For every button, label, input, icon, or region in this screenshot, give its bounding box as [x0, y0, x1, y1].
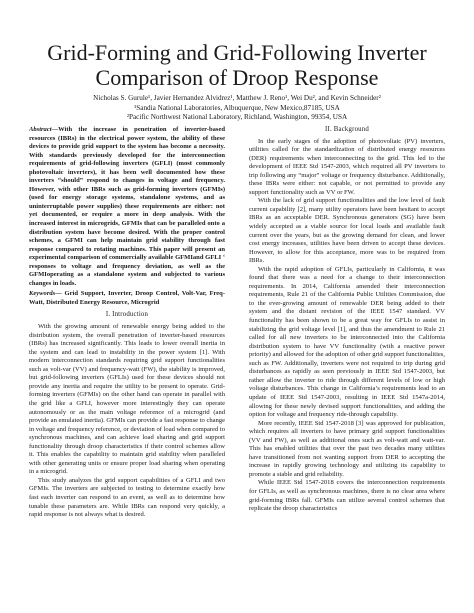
- affiliation-pnnl: ²Pacific Northwest National Laboratory, Richland, Washington, 99354, USA: [126, 113, 348, 121]
- keywords-label: Keywords: [29, 290, 56, 298]
- abstract-text: —With the increase in penetration of inverter-based resources (IBRs) in the electrical power system, the ability of these devices to provide grid support to the system has become a necessity. With standards previously developed for the interconnection requirements of grid-following inverters (GFLI) (most commonly photovoltaic inverters), it has been well documented how these inverters “should” respond to changes in voltage and frequency. However, with other IBRs such as grid-forming inverters (GFMIs) (used for energy storage systems, standalone systems, and as uninterruptable power supplies) these requirements are either: not yet documented, or require a more in deep analysis. With the increased interest in microgrids, GFMIs that can be paralleled onto a distribution system have become desired. With the proper control schemes, a GFMI can help maintain grid stability through fast response compared to rotating machines. This paper will present an experimental comparison of commercially available GFMIand GFLI ‘ responses to voltage and frequency deviation, as well as the GFMIoperating as a standalone system and subjected to various changes in loads.: [29, 126, 225, 287]
- title-line-2: Comparison of Droop Response: [95, 65, 379, 90]
- right-column: [249, 126, 445, 608]
- keywords-text: — Grid Support, Inverter, Droop Control, Volt-Var, Freq-Watt, Distributed Energy Resource, Microgrid: [29, 290, 225, 306]
- background-paragraph-4: More recently, IEEE Std 1547-2018 [3] was approved for publication, which requires all inverters to have primary grid support functionalities (VV and FW), as well as additional ones such as volt-watt and watt-var. This has enabled utilities that over the past two decades many utilities have transitioned from not wanting support from DER to accepting the increase in rapidly growing technology and utilizing its capability to promote a stable and grid reliability.: [249, 419, 445, 478]
- background-paragraph-1: In the early stages of the adoption of photovoltaic (PV) inverters, utilities called for the standardization of distributed energy resources (DER) requirements when interconnecting to the grid. This led to the development of IEEE Std 1547-2003, which required all PV inverters to trip following any “major” voltage or frequency disturbance. Additionally, these IBRs were either: not capable, or not permitted to provide any support functionality such as VV or FW.: [249, 137, 445, 196]
- background-paragraph-3: With the rapid adoption of GFLIs, particularly in California, it was found that there was a need for a change to their interconnection requirements. In 2014, California amended their interconnection requirements, Rule 21 of the California Public Utilities Commission, due to the ever-growing amount of renewable DER being added to their system and the distant revision of the IEEE 1547 standard. VV functionality has been shown to be a great way for GFLIs to assist in stabilizing the grid voltage level [1], and thus the amendment to Rule 21 called for all new inverters to be interconnected into the California distribution system to have VV functionality (with a reactive power priority) and allowed for the adoption of other grid support functionalities, such as FW. Additionally, inverters were not required to trip during grid disturbances as rapidly as seen previously in IEEE Std 1547-2003, but rather allow the inverter to ride through different levels of low or high voltage disturbances. This change in California’s requirements lead to an update of IEEE Std 1547-2003, resulting in IEEE Std 1547a-2014, allowing for these newly devised support functionalities, and adding the option for voltage and frequency ride-through capability.: [249, 265, 445, 419]
- intro-paragraph-1: With the growing amount of renewable energy being added to the distribution system, the overall penetration of inverter-based resources (IBRs) has increased significantly. This leads to lower overall inertia in the system and can lead to instability in the power system [1]. With modern interconnection standards requiring grid support functionalities such as volt-var (VV) and frequency-watt (FW), the stability is improved, but grid-following inverters (GFLIs) used for these devices should not provide any inertia and require the utility to be present to operate. Grid-forming inverters (GFMIs) on the other hand can operate in parallel with the grid like a GFLI, however more interestingly they can operate autonomously or as the main voltage reference of a microgrid (and provide an emulated inertia). GFMIs can provide a fast response to change in voltage and frequency reference, or deviation of load when compared to synchronous machines, and can achieve load sharing and grid support functionality through droop characteristics if their control schemes allow it. This enables the capability to maintain grid stability when paralleled with other generating units or ensure proper load sharing when operating in a microgrid.: [29, 323, 225, 476]
- background-paragraph-5: While IEEE Std 1547-2018 covers the interconnection requirements for GFLIs, as well as synchronous machines, there is no clear area where grid-forming IBRs fall. GFMIs can utilize several control schemes that replicate the droop characteristics: [249, 479, 445, 513]
- paper-title: [20, 40, 454, 90]
- abstract: [29, 126, 225, 288]
- background-paragraph-2: With the lack of grid support functionalities and the low level of fault current capability [2], many utility operators have been hesitant to accept IBRs as an acceptable DER. Synchronous generators (SG) have been widely accepted as a viable source for local loads and available fault current over the years, but as the growing demand for clean, and lower cost energy increases, utilities have been driven to accept these devices. However, to allow for this acceptance, more was to be required from IBRs.: [249, 197, 445, 265]
- abstract-label: Abstract: [29, 126, 52, 133]
- left-column: [29, 126, 225, 608]
- section-heading-background: II. Background: [325, 126, 369, 133]
- affiliation-sandia: ¹Sandia National Laboratories, Albuquerque, New Mexico,87185, USA: [134, 103, 340, 112]
- author-block: [20, 94, 454, 123]
- title-line-1: Grid-Forming and Grid-Following Inverter: [47, 40, 427, 65]
- section-heading-introduction: I. Introduction: [105, 311, 149, 319]
- keywords: [29, 290, 225, 307]
- intro-paragraph-2: This study analyzes the grid support capabilities of a GFLI and two GFMIs. The inverters are subjected to testing to determine exactly how fast each inverter can respond to an event, as well as to determine how tunable these parameters are. While IBRs can respond very quickly, a rapid response is not always what is desired.: [29, 476, 225, 519]
- author-list: Nicholas S. Gurule¹, Javier Hernandez Alvidrez¹, Matthew J. Reno¹, Wei Du², and Kevin Schneider²: [93, 94, 381, 102]
